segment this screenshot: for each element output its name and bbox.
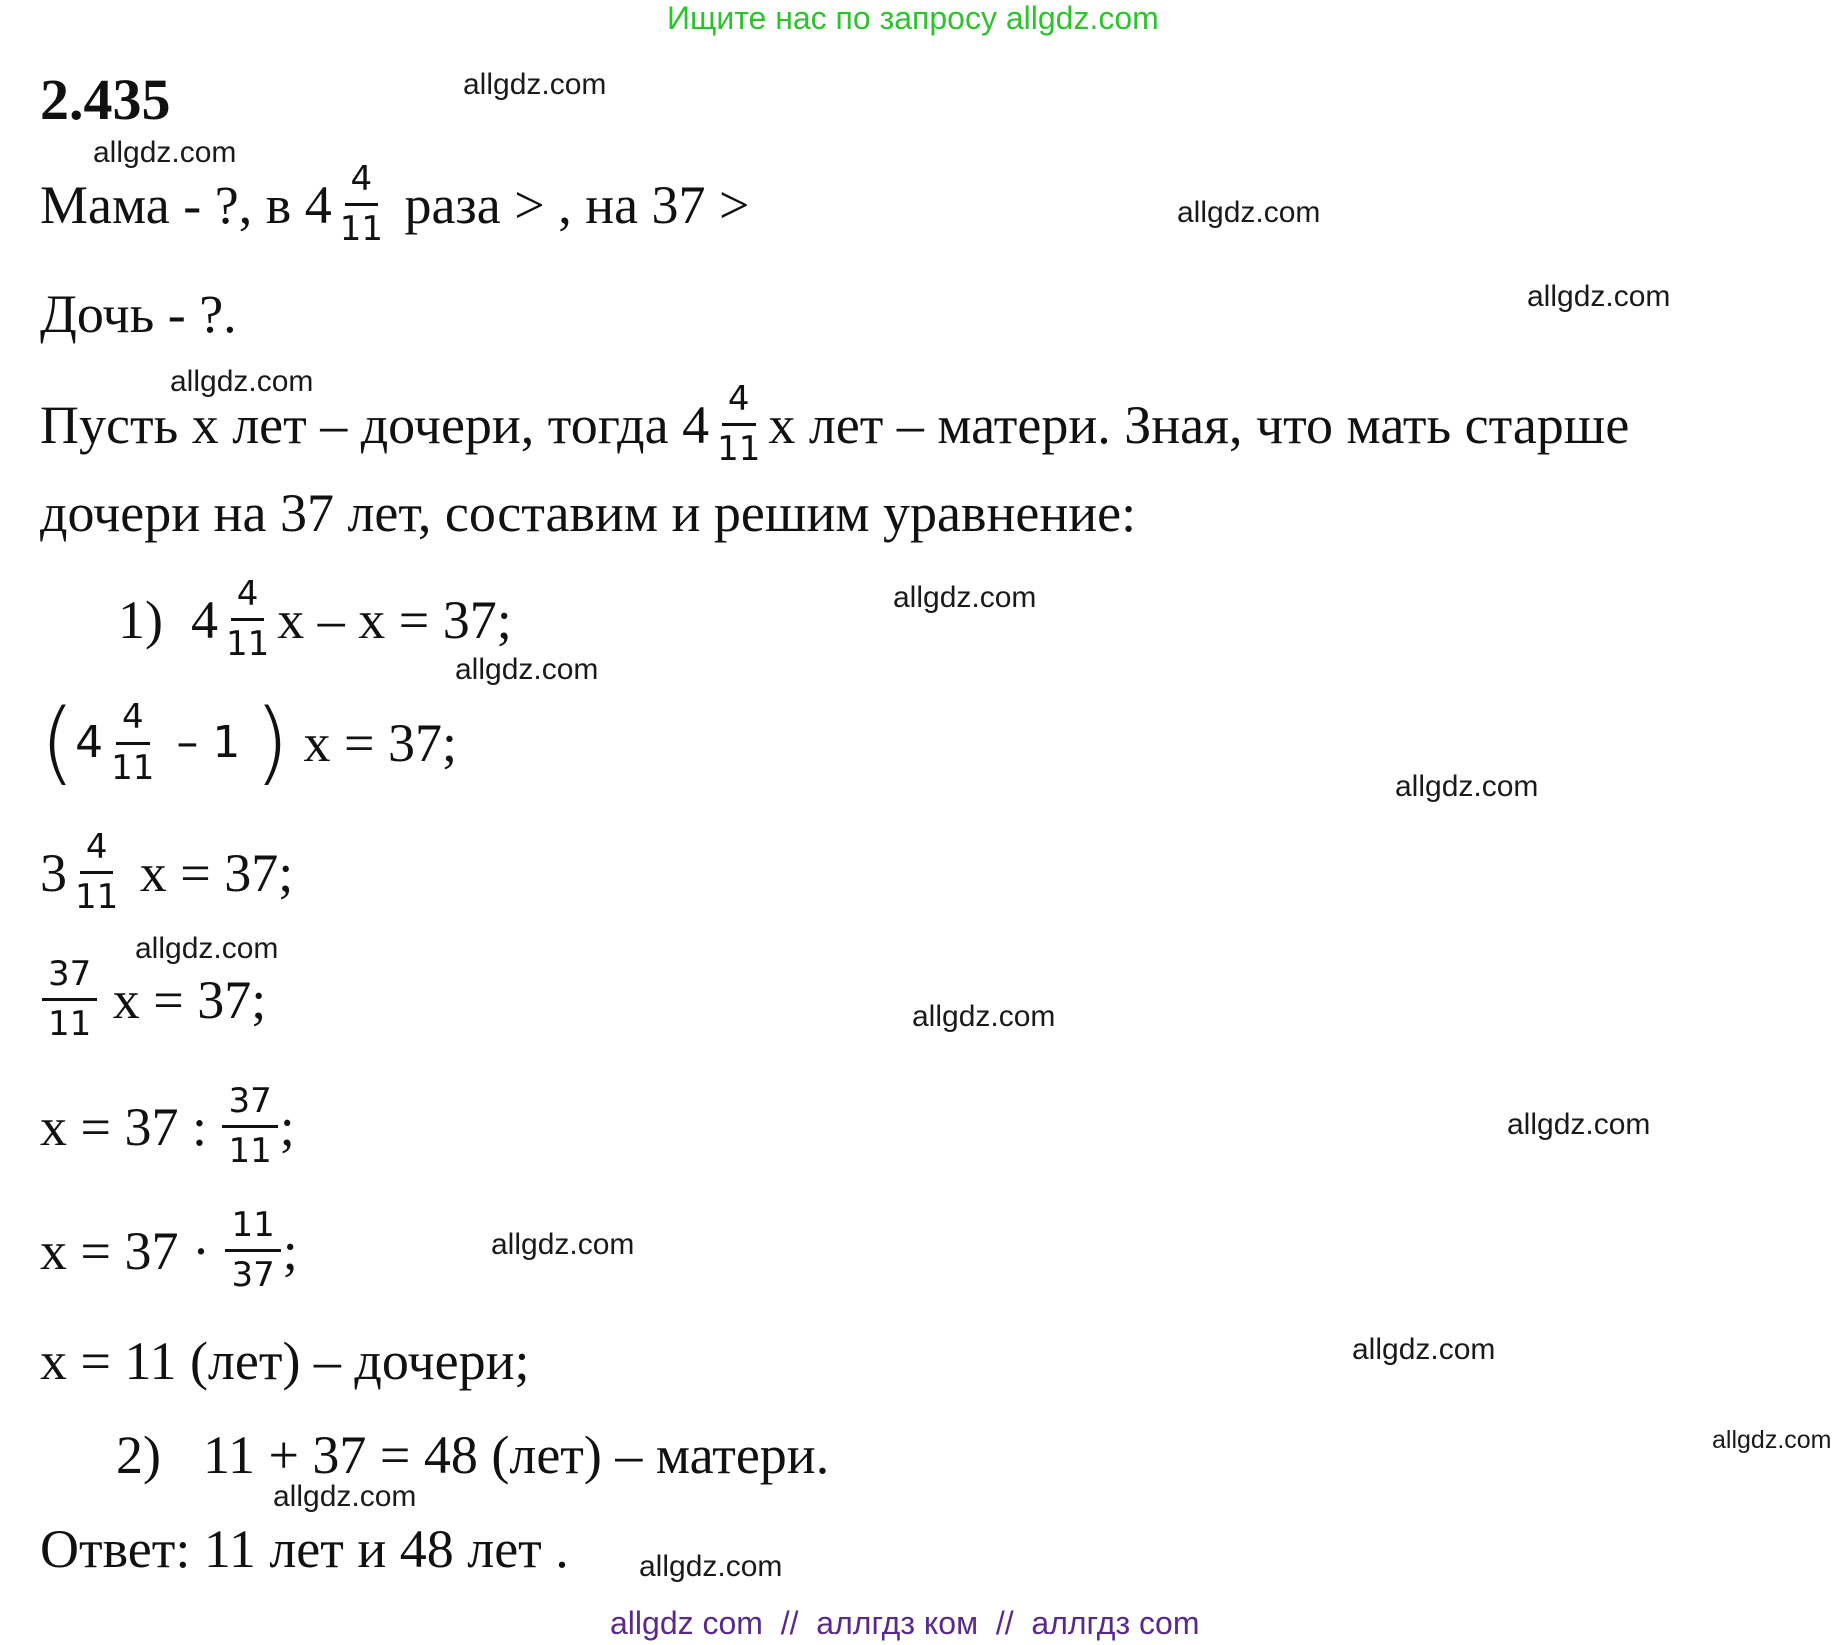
fraction bbox=[225, 1206, 280, 1295]
number-one: 1 bbox=[212, 717, 241, 768]
watermark: allgdz.com bbox=[463, 68, 607, 101]
minus-sign: – bbox=[176, 717, 199, 768]
step-2-text: 11 + 37 = 48 (лет) – матери. bbox=[202, 1425, 830, 1485]
fraction-denominator: 11 bbox=[339, 209, 383, 250]
equation-6 bbox=[40, 1206, 298, 1295]
paragraph-pre: Пусть х лет – дочери, тогда 4 bbox=[40, 394, 710, 455]
equation-7: х = 11 (лет) – дочери; bbox=[40, 1331, 530, 1391]
equation-2-rest: х = 37; bbox=[303, 713, 457, 773]
footer-links: allgdz com // аллгдз ком // аллгдз com bbox=[610, 1605, 1200, 1641]
fraction-denominator: 11 bbox=[717, 429, 761, 470]
mixed-whole: 4 bbox=[190, 589, 218, 650]
fraction-numerator: 4 bbox=[80, 828, 114, 874]
watermark: allgdz.com bbox=[1395, 770, 1539, 803]
watermark: allgdz.com bbox=[273, 1480, 417, 1513]
fraction bbox=[69, 828, 124, 917]
fraction bbox=[105, 698, 160, 787]
paragraph-line-2: дочери на 37 лет, составим и решим уравнение: bbox=[40, 483, 1137, 543]
fraction-denominator: 11 bbox=[75, 877, 119, 918]
step-label: 2) bbox=[116, 1425, 161, 1485]
given-daughter: Дочь - ?. bbox=[40, 284, 237, 344]
watermark: allgdz.com bbox=[1177, 196, 1321, 229]
step-1-rest: х – х = 37; bbox=[277, 589, 512, 650]
fraction-numerator: 37 bbox=[42, 955, 97, 1001]
watermark: allgdz.com bbox=[639, 1550, 783, 1583]
fraction-denominator: 37 bbox=[231, 1255, 275, 1296]
fraction-denominator: 11 bbox=[225, 624, 270, 665]
watermark: allgdz.com bbox=[170, 365, 314, 398]
fraction-numerator: 4 bbox=[116, 698, 150, 744]
mixed-whole: 4 bbox=[75, 717, 104, 768]
fraction bbox=[222, 1082, 277, 1171]
semicolon: ; bbox=[279, 1096, 295, 1157]
equation-4 bbox=[40, 955, 266, 1044]
watermark: allgdz.com bbox=[912, 1000, 1056, 1033]
search-banner: Ищите нас по запросу allgdz.com bbox=[667, 0, 1159, 36]
given-mother-pre: Мама - ?, в 4 bbox=[40, 174, 332, 235]
fraction bbox=[42, 955, 97, 1044]
equation-3-rest: х = 37; bbox=[126, 842, 294, 903]
given-mother bbox=[40, 160, 750, 249]
semicolon: ; bbox=[282, 1220, 298, 1281]
watermark: allgdz.com bbox=[135, 932, 279, 965]
open-paren: ( bbox=[40, 690, 76, 795]
fraction-denominator: 11 bbox=[48, 1004, 92, 1045]
fraction bbox=[711, 380, 766, 469]
watermark: allgdz.com bbox=[893, 581, 1037, 614]
watermark: allgdz.com bbox=[1712, 1426, 1832, 1454]
equation-2 bbox=[40, 690, 457, 795]
fraction bbox=[334, 160, 389, 249]
fraction-numerator: 4 bbox=[231, 575, 265, 621]
watermark: allgdz.com bbox=[93, 136, 237, 169]
mixed-whole: 3 bbox=[40, 842, 67, 903]
fraction-numerator: 4 bbox=[722, 380, 756, 426]
fraction-numerator: 11 bbox=[225, 1206, 280, 1252]
answer: Ответ: 11 лет и 48 лет . bbox=[40, 1519, 569, 1579]
watermark: allgdz.com bbox=[1507, 1108, 1651, 1141]
equation-5 bbox=[40, 1082, 295, 1171]
problem-number: 2.435 bbox=[40, 67, 171, 132]
watermark: allgdz.com bbox=[491, 1228, 635, 1261]
watermark: allgdz.com bbox=[1352, 1333, 1496, 1366]
equation-5-pre: х = 37 : bbox=[40, 1096, 221, 1157]
watermark: allgdz.com bbox=[455, 653, 599, 686]
fraction-numerator: 37 bbox=[222, 1082, 277, 1128]
equation-3 bbox=[40, 828, 293, 917]
equation-4-rest: х = 37; bbox=[99, 969, 267, 1030]
fraction-denominator: 11 bbox=[111, 747, 155, 788]
fraction bbox=[220, 575, 275, 664]
paragraph-post: х лет – матери. Зная, что мать старше bbox=[768, 394, 1630, 455]
step-label: 1) bbox=[118, 589, 163, 650]
watermark: allgdz.com bbox=[1527, 280, 1671, 313]
close-paren: ) bbox=[254, 690, 290, 795]
equation-6-pre: х = 37 · bbox=[40, 1220, 224, 1281]
step-1 bbox=[118, 575, 512, 664]
given-mother-post: раза > , на 37 > bbox=[390, 174, 750, 235]
step-2 bbox=[116, 1425, 830, 1485]
fraction-numerator: 4 bbox=[345, 160, 379, 206]
fraction-denominator: 11 bbox=[228, 1131, 272, 1172]
